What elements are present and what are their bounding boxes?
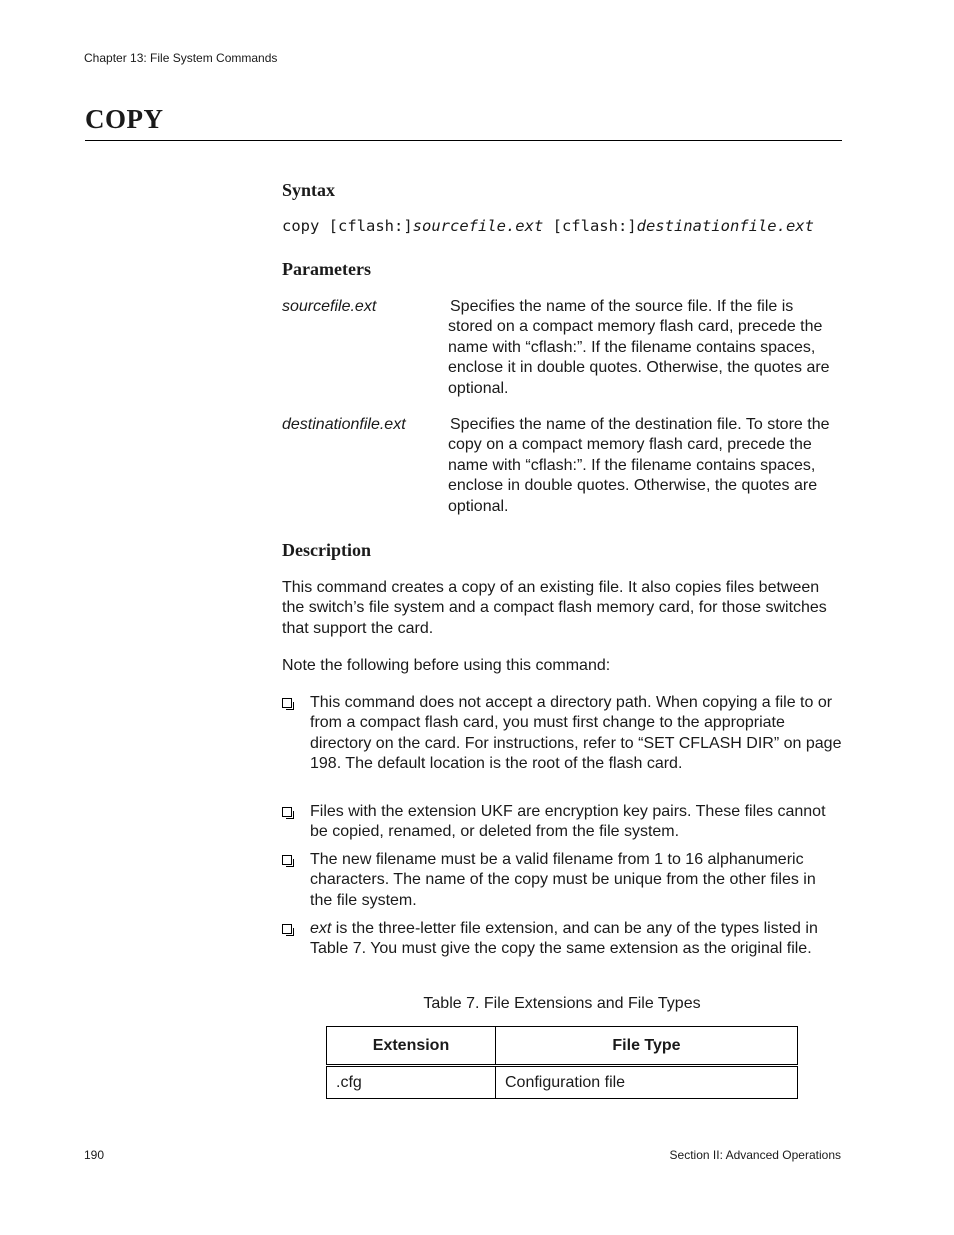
param-desc-destination: Specifies the name of the destination file. To store the copy on a compact memory flash card, precede the name with “cflash:”. If the filename contains spaces, enclose in double quotes. Otherwise, the quotes are optional.: [448, 416, 830, 515]
cell-extension: .cfg: [327, 1066, 496, 1099]
checkbox-bullet-icon: [282, 855, 292, 865]
column-header-file-type: File Type: [496, 1027, 798, 1066]
description-heading: Description: [282, 540, 371, 560]
param-term-source: sourcefile.ext: [282, 298, 377, 315]
syntax-mid: [cflash:]: [543, 217, 637, 235]
syntax-cmd: copy [cflash:]: [282, 217, 413, 235]
checkbox-bullet-icon: [282, 807, 292, 817]
ext-term: ext: [310, 920, 332, 937]
checkbox-bullet-icon: [282, 924, 292, 934]
running-header: Chapter 13: File System Commands: [84, 51, 278, 65]
checkbox-bullet-icon: [282, 698, 292, 708]
running-footer: Section II: Advanced Operations: [669, 1148, 841, 1162]
syntax-destination: destinationfile.ext: [636, 217, 814, 235]
param-desc-source: Specifies the name of the source file. If the file is stored on a compact memory flash card, precede the name with “cflash:”. If the filename contains spaces, enclose it in double quotes. Otherwise, the quotes are optional.: [448, 298, 830, 397]
table-row: [327, 1066, 798, 1099]
syntax-heading: Syntax: [282, 180, 336, 200]
table-header-row: [327, 1027, 798, 1066]
param-term-destination: destinationfile.ext: [282, 416, 406, 433]
file-extensions-table: [326, 1026, 798, 1099]
page-number: 190: [84, 1148, 105, 1162]
note-intro: Note the following before using this command:: [282, 657, 611, 674]
title-rule: [85, 140, 842, 141]
parameters-heading: Parameters: [282, 259, 371, 279]
description-paragraph: This command creates a copy of an existing file. It also copies files between the switch’s file system and a compact flash memory card, for those switches that support the card.: [282, 579, 827, 637]
table-caption: Table 7. File Extensions and File Types: [423, 995, 701, 1012]
page-title: COPY: [85, 104, 164, 134]
column-header-extension: Extension: [327, 1027, 496, 1066]
syntax-line: [282, 217, 814, 235]
cell-file-type: Configuration file: [496, 1066, 798, 1099]
syntax-source: sourcefile.ext: [412, 217, 544, 235]
